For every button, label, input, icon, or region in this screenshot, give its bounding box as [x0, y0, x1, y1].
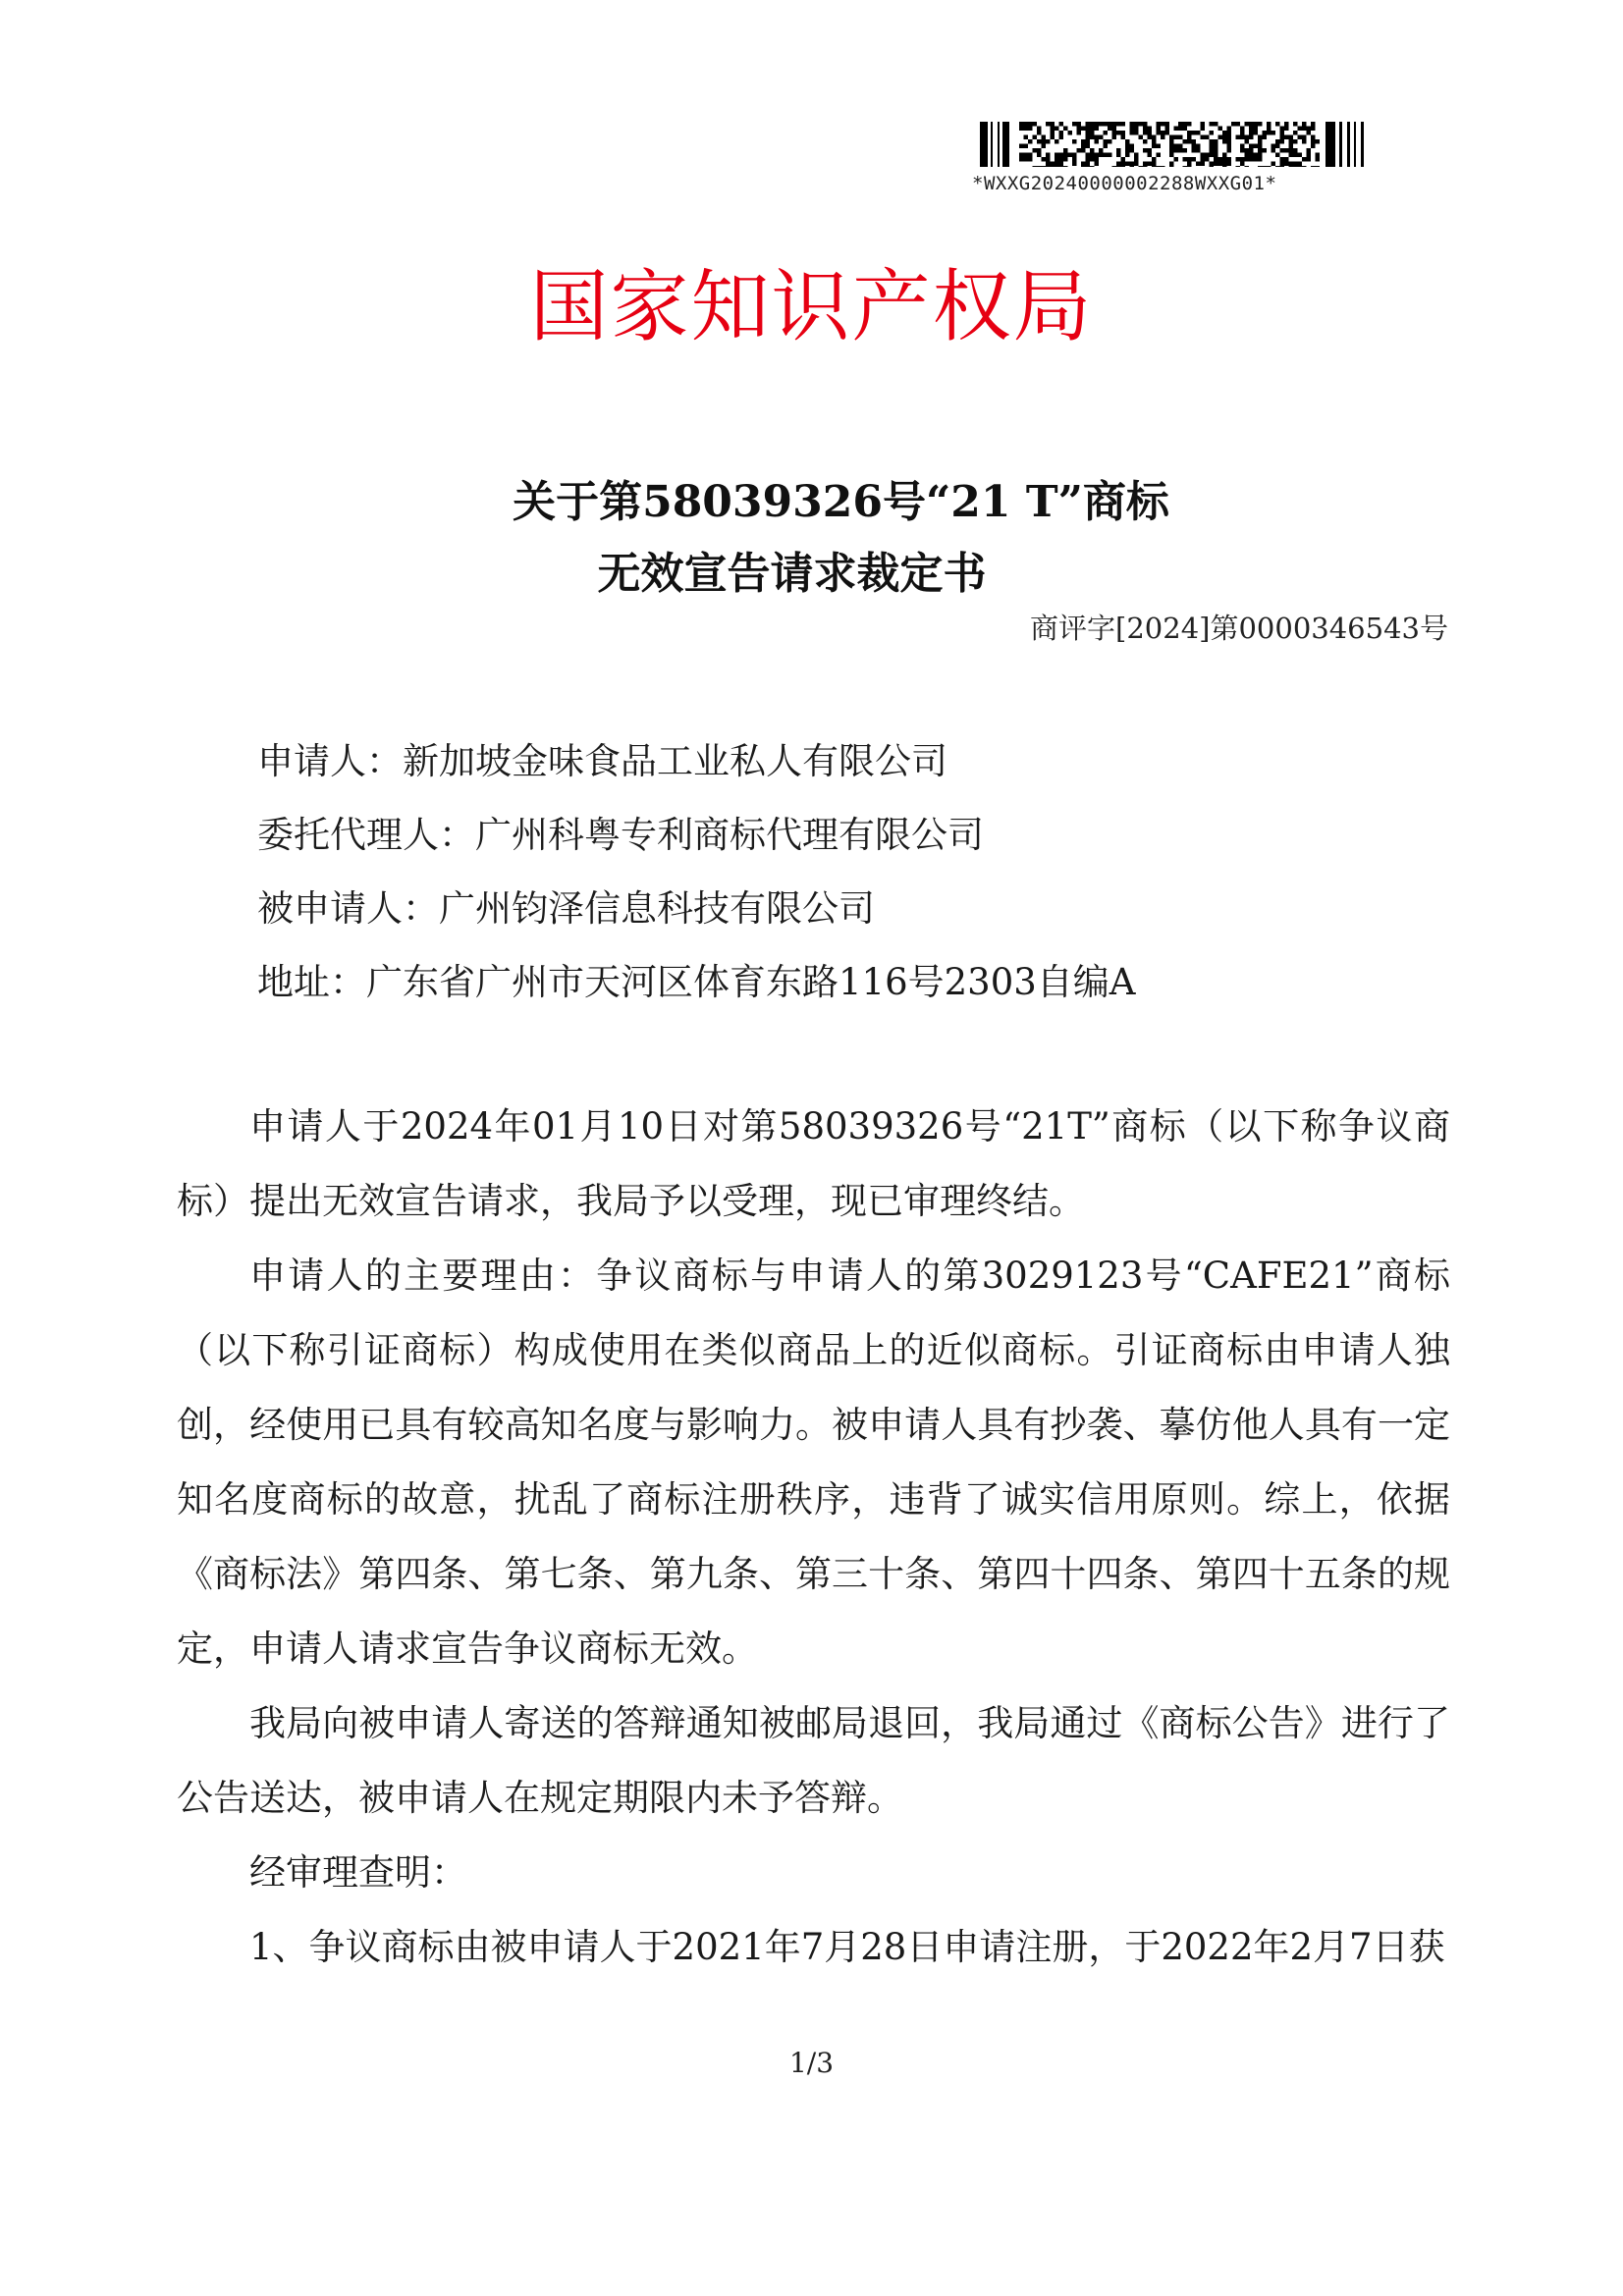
agent: 委托代理人：广州科粤专利商标代理有限公司 — [257, 814, 984, 856]
paragraph: 申请人的主要理由：争议商标与申请人的第3029123号“CAFE21”商标（以下称引证商标）构成使用在类似商品上的近似商标。引证商标由申请人独创，经使用已具有较高知名度与影响力。被申请人具有抄袭、摹仿他人具有一定知名度商标的故意，扰乱了商标注册秩序，违背了诚实信用原则。综上，依据《商标法》第四条、第七条、第九条、第三十条、第四十四条、第四十五条的规定，申请人请求宣告争议商标无效。 — [177, 1255, 1450, 1670]
address: 地址：广东省广州市天河区体育东路116号2303自编A — [257, 961, 1136, 1003]
document-subtitle: 无效宣告请求裁定书 — [597, 549, 987, 599]
agency-name: 国家知识产权局 — [529, 261, 1094, 352]
barcode — [972, 122, 1394, 194]
paragraph: 我局向被申请人寄送的答辩通知被邮局退回，我局通过《商标公告》进行了公告送达，被申请人在规定期限内未予答辩。 — [177, 1702, 1450, 1819]
page-number: 1/3 — [788, 2047, 835, 2079]
paragraph: 申请人于2024年01月10日对第58039326号“21T”商标（以下称争议商标）提出无效宣告请求，我局予以受理，现已审理终结。 — [177, 1105, 1450, 1222]
body-text — [177, 1090, 1450, 1985]
document-number: 商评字[2024]第0000346543号 — [1030, 612, 1448, 645]
paragraph: 经审理查明： — [249, 1851, 467, 1894]
respondent: 被申请人：广州钧泽信息科技有限公司 — [257, 887, 875, 930]
barcode-number: *WXXG20240000002288WXXG01* — [972, 173, 1277, 194]
document-title: 关于第58039326号“21 T”商标 — [513, 477, 1169, 527]
applicant: 申请人：新加坡金味食品工业私人有限公司 — [257, 740, 947, 782]
barcode-graphic — [980, 122, 1392, 167]
paragraph: 1、争议商标由被申请人于2021年7月28日申请注册，于2022年2月7日获 — [249, 1926, 1445, 1968]
